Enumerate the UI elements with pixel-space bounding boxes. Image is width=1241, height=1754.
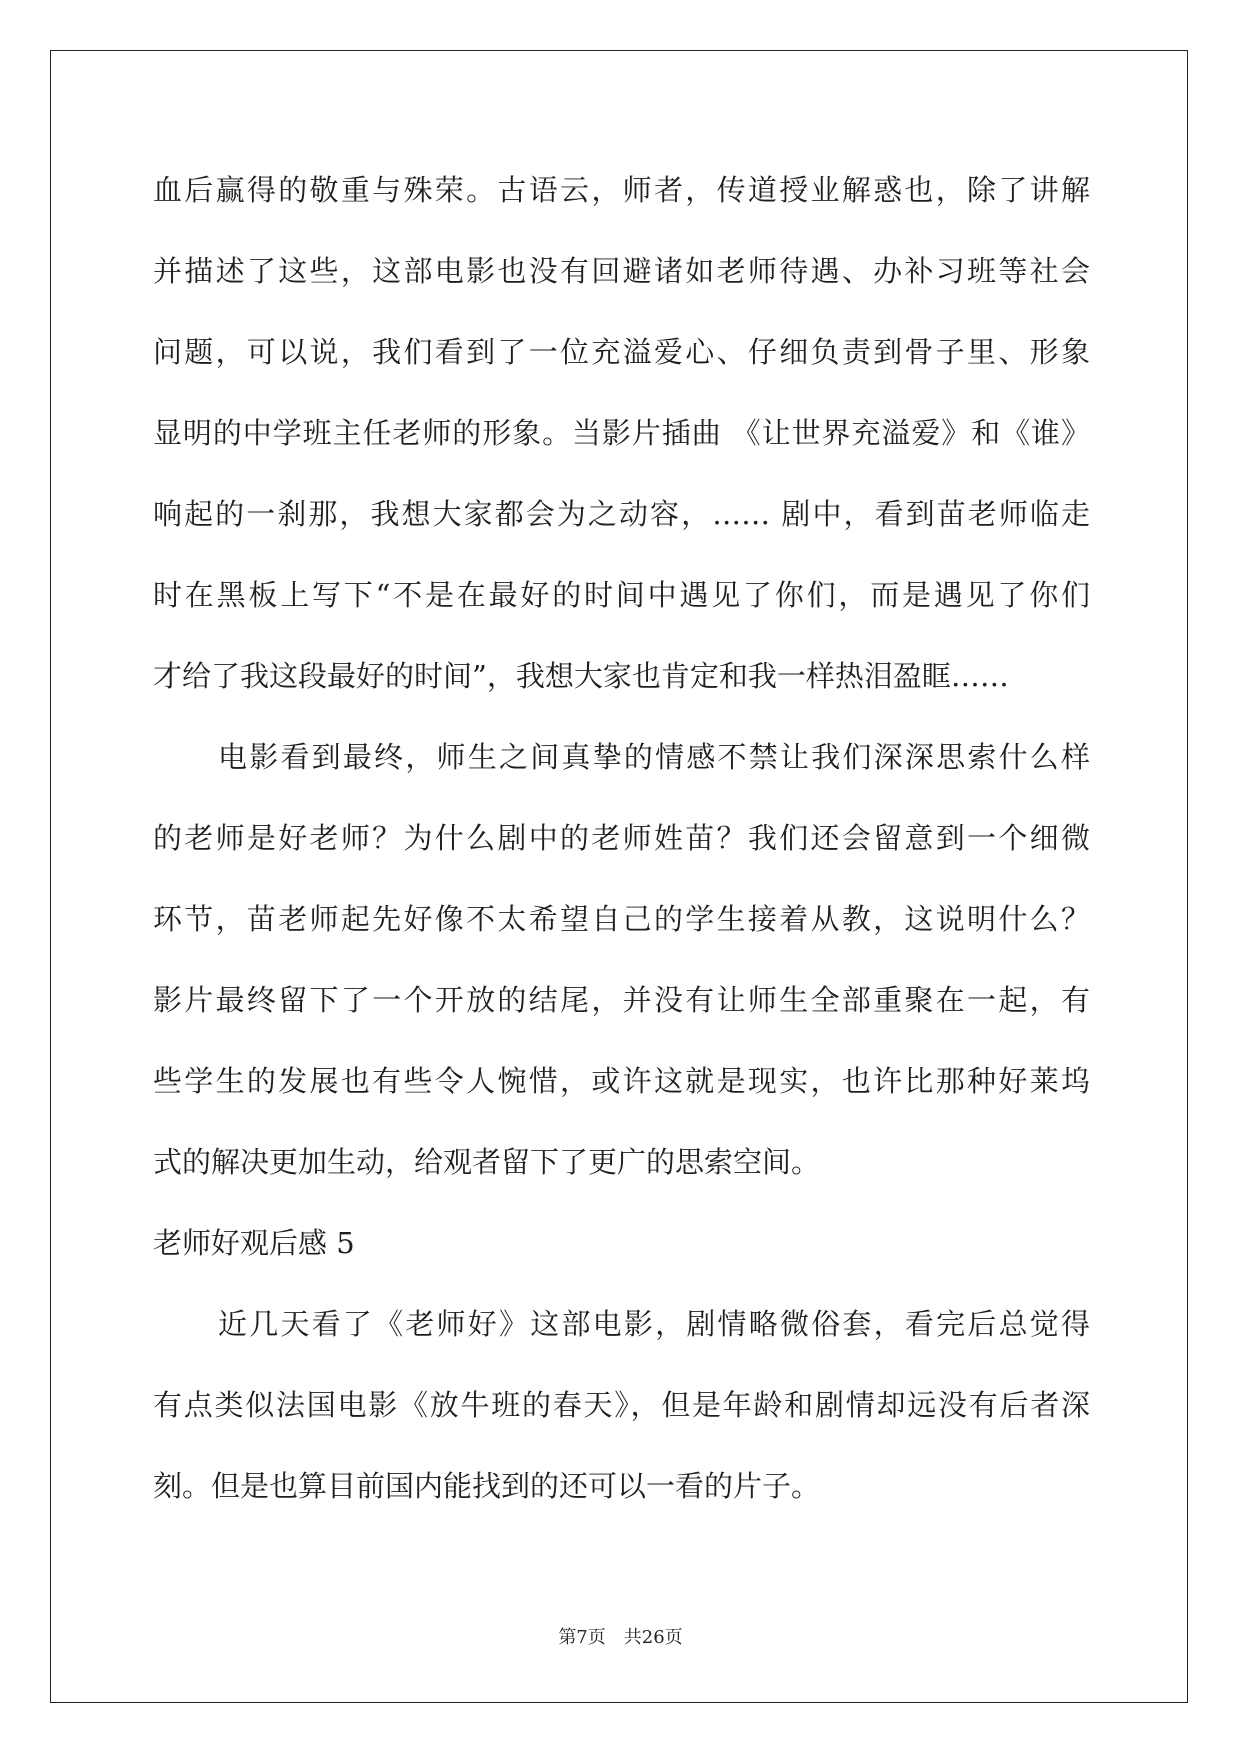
document-body: [153, 150, 1090, 1527]
paragraph-1-line-4: 显明的中学班主任老师的形象。当影片插曲 《让世界充溢爱》和《谁》: [153, 416, 1090, 450]
page-footer: [0, 1624, 1241, 1652]
paragraph-2-line-6: 式的解决更加生动，给观者留下了更广的思索空间。: [153, 1145, 821, 1179]
paragraph-3-line-1: 近几天看了《老师好》这部电影，剧情略微俗套，看完后总觉得: [218, 1307, 1090, 1341]
section-heading: 老师好观后感 5: [153, 1226, 355, 1260]
paragraph-1-line-2: 并描述了这些，这部电影也没有回避诸如老师待遇、办补习班等社会: [153, 254, 1090, 288]
paragraph-3-line-2: 有点类似法国电影《放牛班的春天》，但是年龄和剧情却远没有后者深: [153, 1388, 1090, 1422]
paragraph-1-line-5: 响起的一刹那，我想大家都会为之动容，…… 剧中，看到苗老师临走: [153, 497, 1090, 531]
paragraph-2-line-5: 些学生的发展也有些令人惋惜，或许这就是现实，也许比那种好莱坞: [153, 1064, 1090, 1098]
paragraph-2-line-2: 的老师是好老师？为什么剧中的老师姓苗？我们还会留意到一个细微: [153, 821, 1090, 855]
paragraph-1-line-1: 血后赢得的敬重与殊荣。古语云，师者，传道授业解惑也，除了讲解: [153, 173, 1090, 207]
paragraph-2-line-3: 环节，苗老师起先好像不太希望自己的学生接着从教，这说明什么？: [153, 902, 1090, 936]
paragraph-1-line-3: 问题，可以说，我们看到了一位充溢爱心、仔细负责到骨子里、形象: [153, 335, 1090, 369]
paragraph-2-line-1: 电影看到最终，师生之间真挚的情感不禁让我们深深思索什么样: [218, 740, 1090, 774]
paragraph-1-line-7: 才给了我这段最好的时间”，我想大家也肯定和我一样热泪盈眶……: [153, 659, 1009, 693]
paragraph-2-line-4: 影片最终留下了一个开放的结尾，并没有让师生全部重聚在一起，有: [153, 983, 1090, 1017]
page-number-label: 第7页 共26页: [558, 1627, 683, 1648]
paragraph-1-line-6: 时在黑板上写下“不是在最好的时间中遇见了你们，而是遇见了你们: [153, 578, 1090, 612]
paragraph-3-line-3: 刻。但是也算目前国内能找到的还可以一看的片子。: [153, 1469, 821, 1503]
